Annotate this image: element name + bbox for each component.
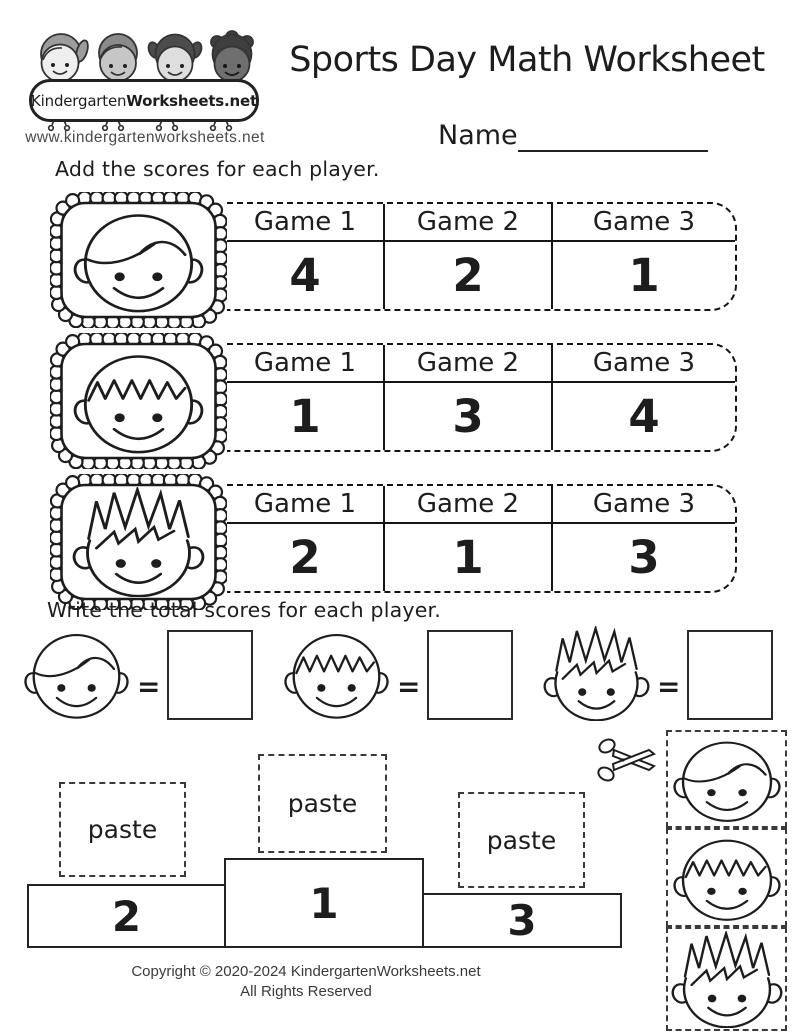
paste-label: paste (87, 815, 158, 844)
podium-rank-label: 1 (309, 878, 339, 928)
name-row (438, 114, 708, 152)
game2-header: Game 2 (383, 204, 551, 242)
score-table-player3 (227, 484, 737, 593)
player-row-3 (50, 474, 737, 610)
name-label: Name (438, 119, 518, 151)
podium-step-1 (224, 858, 424, 948)
player2-game2-score: 3 (383, 383, 551, 450)
game3-header: Game 3 (551, 204, 735, 242)
footer (0, 962, 612, 1001)
game1-header: Game 1 (227, 204, 383, 242)
player1-game3-score: 1 (551, 242, 735, 309)
logo-banner (29, 79, 259, 122)
paste-box-rank1[interactable] (258, 754, 387, 853)
score-table-player1 (227, 202, 737, 311)
instruction-add-scores: Add the scores for each player. (55, 157, 380, 181)
player2-total-answer-box[interactable] (427, 630, 513, 720)
player2-face-icon (283, 626, 390, 721)
game2-header: Game 2 (383, 486, 551, 524)
player3-game3-score: 3 (551, 524, 735, 591)
player1-game2-score: 2 (383, 242, 551, 309)
podium-step-2 (27, 884, 226, 948)
player3-face-icon (543, 626, 650, 721)
paste-label: paste (287, 789, 358, 818)
copyright-text: Copyright © 2020-2024 KindergartenWorksheets.net (131, 963, 481, 980)
player2-photo-frame (50, 333, 227, 469)
player2-game1-score: 1 (289, 390, 321, 443)
player1-total-answer-box[interactable] (167, 630, 253, 720)
player2-face-icon (672, 832, 782, 923)
equals-sign: = (397, 670, 421, 703)
game1-header: Game 1 (227, 345, 383, 383)
paste-box-rank2[interactable] (59, 782, 186, 877)
cutout-piece-player2[interactable] (666, 828, 787, 927)
totals-row (0, 624, 800, 730)
logo-text-bold: Worksheets.net (126, 91, 257, 110)
player3-game1-score: 2 (289, 531, 321, 584)
cutout-piece-player1[interactable] (666, 730, 787, 828)
scissors-icon (596, 734, 660, 786)
equals-sign: = (657, 670, 681, 703)
cutout-piece-player3[interactable] (666, 927, 787, 1031)
page-title: Sports Day Math Worksheet (289, 40, 765, 80)
website-url: www.kindergartenworksheets.net (25, 129, 265, 146)
instruction-write-totals: Write the total scores for each player. (47, 598, 442, 622)
player1-game1-score: 4 (289, 249, 321, 302)
podium-rank-label: 2 (111, 891, 142, 941)
player1-face-icon (23, 626, 130, 721)
game2-header: Game 2 (383, 345, 551, 383)
player3-face-icon (671, 931, 783, 1028)
game3-header: Game 3 (551, 486, 735, 524)
player3-total-answer-box[interactable] (687, 630, 773, 720)
player1-face-icon (672, 734, 782, 824)
score-table-player2 (227, 343, 737, 452)
paste-label: paste (486, 825, 557, 855)
paste-box-rank3[interactable] (458, 792, 585, 888)
game3-header: Game 3 (551, 345, 735, 383)
player1-photo-frame (50, 192, 227, 328)
logo-text-regular: Kindergarten (31, 91, 127, 110)
name-input-line[interactable] (518, 118, 708, 152)
equals-sign: = (137, 670, 161, 703)
player-row-1 (50, 192, 737, 328)
player2-game3-score: 4 (551, 383, 735, 450)
game1-header: Game 1 (227, 486, 383, 524)
player3-game2-score: 1 (383, 524, 551, 591)
player3-photo-frame (50, 474, 227, 610)
podium-rank-label: 3 (507, 896, 537, 945)
rights-text: All Rights Reserved (240, 982, 372, 1000)
player-row-2 (50, 333, 737, 469)
podium-step-3 (422, 893, 622, 948)
